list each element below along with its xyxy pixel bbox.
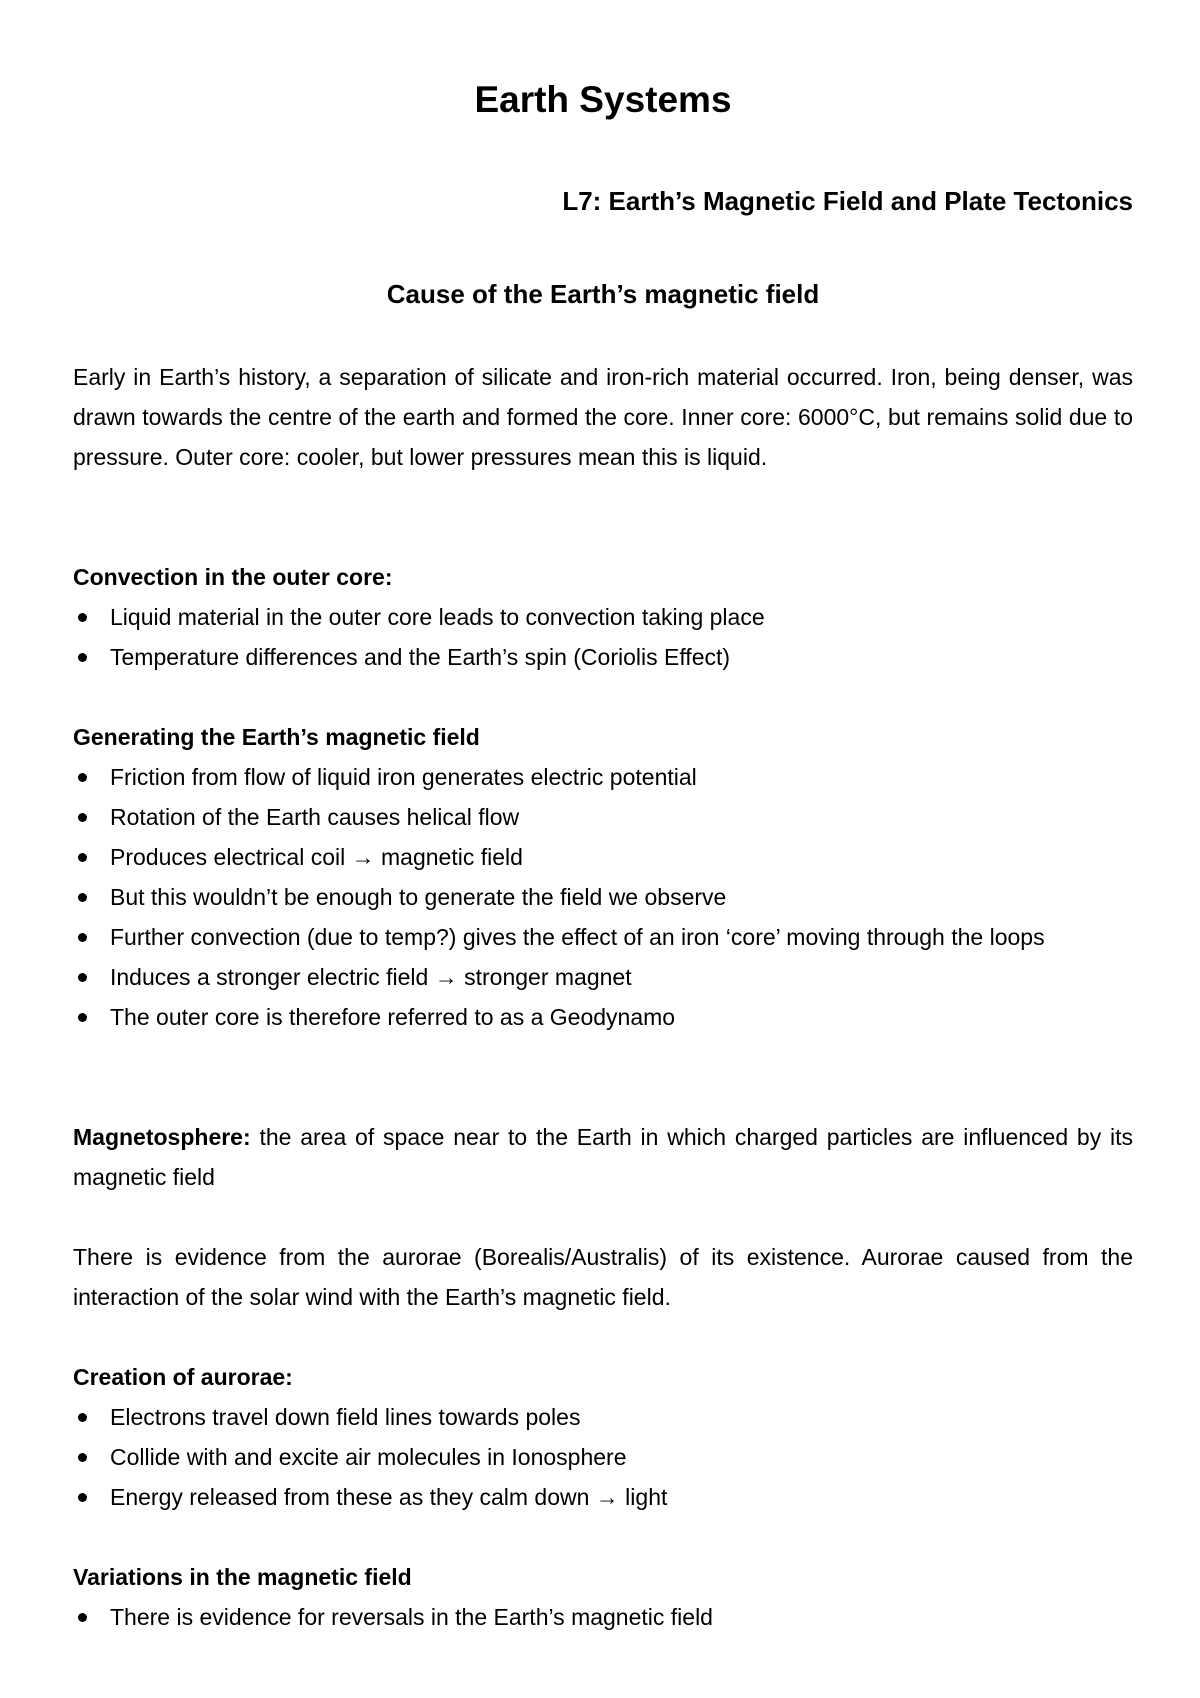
list-item <box>73 1397 1133 1437</box>
list-item-text: Electrons travel down field lines towards poles <box>110 1404 581 1430</box>
list-item <box>73 757 1133 797</box>
convection-heading: Convection in the outer core: <box>73 564 393 590</box>
bullet-icon <box>78 893 87 902</box>
list-item-text: But this wouldn’t be enough to generate the field we observe <box>110 884 727 910</box>
convection-section <box>73 557 1133 677</box>
list-item <box>73 997 1133 1037</box>
list-item <box>73 957 1133 997</box>
variations-list <box>73 1597 1133 1637</box>
list-item-text: Friction from flow of liquid iron generates electric potential <box>110 764 697 790</box>
bullet-icon <box>78 1413 87 1422</box>
bullet-icon <box>78 1453 87 1462</box>
list-item <box>73 917 1133 957</box>
creation-heading: Creation of aurorae: <box>73 1364 293 1390</box>
variations-section <box>73 1557 1133 1637</box>
generating-heading: Generating the Earth’s magnetic field <box>73 724 480 750</box>
document-title: Earth Systems <box>474 79 732 120</box>
list-item-text: Temperature differences and the Earth’s spin (Coriolis Effect) <box>110 644 731 670</box>
list-item-text: Induces a stronger electric field → stronger magnet <box>110 964 632 990</box>
bullet-icon <box>78 1493 87 1502</box>
list-item-text: Collide with and excite air molecules in Ionosphere <box>110 1444 627 1470</box>
list-item <box>73 637 1133 677</box>
list-item <box>73 877 1133 917</box>
bullet-icon <box>78 853 87 862</box>
bullet-icon <box>78 1013 87 1022</box>
list-item <box>73 597 1133 637</box>
magnetosphere-paragraph <box>73 1117 1133 1197</box>
bullet-icon <box>78 773 87 782</box>
lecture-title: L7: Earth’s Magnetic Field and Plate Tectonics <box>562 186 1133 216</box>
generating-section <box>73 717 1133 1037</box>
aurorae-evidence-paragraph: There is evidence from the aurorae (Borealis/Australis) of its existence. Aurorae caused from the interaction of the solar wind with the Earth’s magnetic field. <box>73 1244 1133 1310</box>
bullet-icon <box>78 613 87 622</box>
variations-heading: Variations in the magnetic field <box>73 1564 412 1590</box>
bullet-icon <box>78 933 87 942</box>
magnetosphere-definition: the area of space near to the Earth in which charged particles are influenced by its magnetic field <box>73 1124 1133 1190</box>
magnetosphere-term: Magnetosphere: <box>73 1124 251 1150</box>
document-page <box>73 0 1133 1698</box>
list-item-text: Energy released from these as they calm down → light <box>110 1484 668 1510</box>
convection-list <box>73 597 1133 677</box>
list-item-text: Further convection (due to temp?) gives the effect of an iron ‘core’ moving through the loops <box>110 924 1045 950</box>
bullet-icon <box>78 813 87 822</box>
list-item <box>73 837 1133 877</box>
creation-list <box>73 1397 1133 1517</box>
list-item-text: Liquid material in the outer core leads to convection taking place <box>110 604 765 630</box>
list-item-text: Rotation of the Earth causes helical flow <box>110 804 520 830</box>
list-item-text: Produces electrical coil → magnetic field <box>110 844 523 870</box>
list-item <box>73 1597 1133 1637</box>
creation-section <box>73 1357 1133 1517</box>
generating-list <box>73 757 1133 1037</box>
list-item-text: There is evidence for reversals in the Earth’s magnetic field <box>110 1604 713 1630</box>
bullet-icon <box>78 1613 87 1622</box>
section-title: Cause of the Earth’s magnetic field <box>386 279 820 309</box>
list-item <box>73 1477 1133 1517</box>
list-item-text: The outer core is therefore referred to as a Geodynamo <box>110 1004 676 1030</box>
bullet-icon <box>78 653 87 662</box>
bullet-icon <box>78 973 87 982</box>
intro-paragraph: Early in Earth’s history, a separation of silicate and iron-rich material occurred. Iron, being denser, was drawn towards the centre of the earth and formed the core. Inner core: 6000°C, but remains solid due to pressure. Outer core: cooler, but lower pressures mean this is liquid. <box>73 364 1133 470</box>
list-item <box>73 1437 1133 1477</box>
list-item <box>73 797 1133 837</box>
